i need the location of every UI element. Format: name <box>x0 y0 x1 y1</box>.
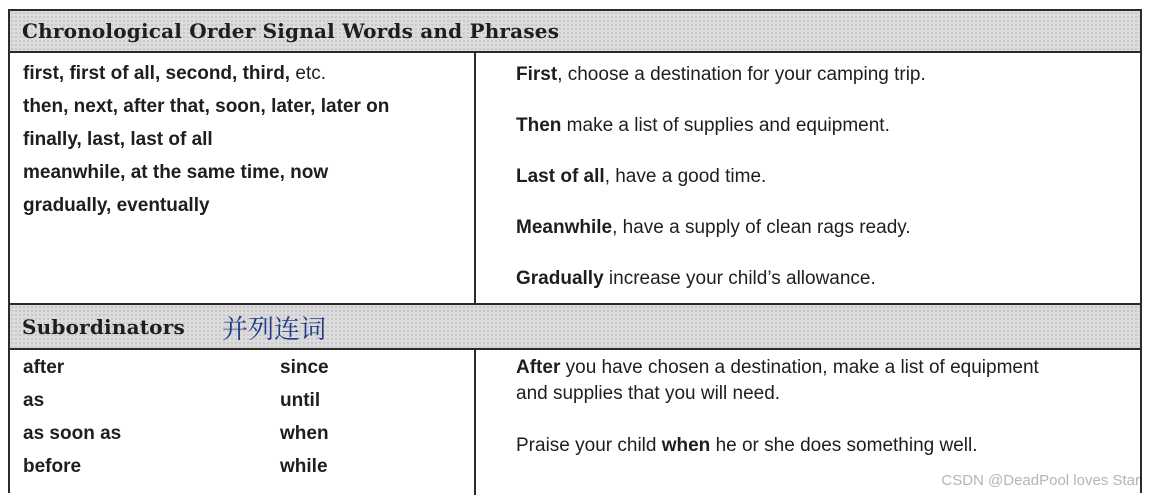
example-sentence: Meanwhile, have a supply of clean rags ready. <box>516 217 911 238</box>
example-sentence: After you have chosen a destination, make a list of equipment <box>516 357 1039 378</box>
signal-word-line: then, next, after that, soon, later, later on <box>23 96 390 117</box>
example-sentence: Last of all, have a good time. <box>516 166 767 187</box>
example-sentence: First, choose a destination for your camping trip. <box>516 64 926 85</box>
subordinator-word: until <box>280 390 321 411</box>
column-divider <box>474 51 476 303</box>
watermark: CSDN @DeadPool loves Star <box>941 472 1140 489</box>
signal-word-line: first, first of all, second, third, etc. <box>23 63 326 84</box>
signal-words-table <box>8 9 1142 493</box>
example-sentence: Gradually increase your child’s allowance. <box>516 268 876 289</box>
subordinator-word: as <box>23 390 45 411</box>
signal-word-line: meanwhile, at the same time, now <box>23 162 329 183</box>
signal-word-line: finally, last, last of all <box>23 129 213 150</box>
subordinator-word: since <box>280 357 329 378</box>
column-divider <box>474 348 476 495</box>
example-sentence-continued: and supplies that you will need. <box>516 383 781 404</box>
subordinators-header <box>10 303 1140 350</box>
chronological-header <box>10 11 1140 53</box>
example-sentence: Then make a list of supplies and equipment. <box>516 115 890 136</box>
subordinator-word: after <box>23 357 65 378</box>
signal-word-line: gradually, eventually <box>23 195 210 216</box>
subordinator-word: before <box>23 456 82 477</box>
chinese-annotation: 并列连词 <box>222 315 327 345</box>
example-sentence: Praise your child when he or she does something well. <box>516 435 978 456</box>
chronological-title: Chronological Order Signal Words and Phrases <box>22 19 560 43</box>
subordinator-word: when <box>280 423 329 444</box>
subordinators-title: Subordinators <box>22 315 185 339</box>
subordinator-word: as soon as <box>23 423 122 444</box>
subordinator-word: while <box>280 456 328 477</box>
